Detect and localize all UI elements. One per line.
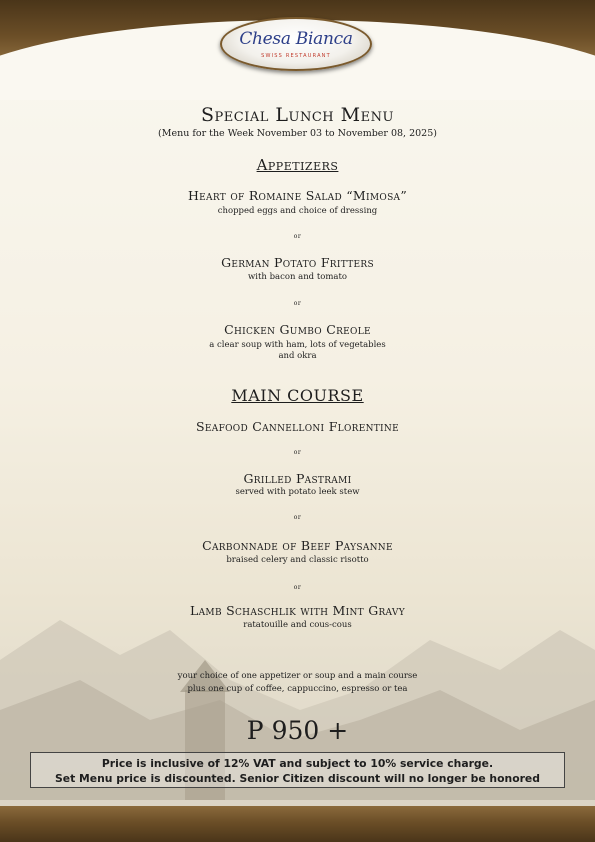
- disclaimer-line: Price is inclusive of 12% VAT and subject to 10% service charge.: [101, 757, 494, 770]
- or-separator: or: [293, 233, 302, 240]
- main-course-desc: served with potato leek stew: [235, 487, 360, 497]
- or-separator: or: [293, 449, 302, 456]
- or-separator: or: [293, 514, 302, 521]
- logo-name: Chesa Bianca: [239, 29, 353, 49]
- bottom-border-band: [0, 806, 595, 842]
- or-separator: or: [293, 300, 302, 307]
- main-course-name: Grilled Pastrami: [243, 471, 352, 486]
- menu-price: P 950 +: [246, 716, 349, 745]
- appetizer-name: German Potato Fritters: [221, 255, 374, 270]
- main-course-desc: ratatouille and cous-cous: [243, 620, 352, 630]
- menu-note: plus one cup of coffee, cappuccino, espresso or tea: [187, 684, 408, 694]
- appetizers-heading: Appetizers: [256, 156, 339, 174]
- main-course-heading: MAIN COURSE: [231, 386, 364, 405]
- logo-tagline: SWISS RESTAURANT: [261, 53, 331, 59]
- main-course-name: Lamb Schaschlik with Mint Gravy: [190, 603, 405, 618]
- disclaimer-line: Set Menu price is discounted. Senior Citizen discount will no longer be honored: [55, 772, 540, 785]
- main-course-name: Seafood Cannelloni Florentine: [196, 419, 399, 434]
- menu-title: Special Lunch Menu: [201, 104, 394, 126]
- menu-week: (Menu for the Week November 03 to November 08, 2025): [158, 128, 437, 139]
- main-course-desc: braised celery and classic risotto: [226, 555, 369, 565]
- menu-note: your choice of one appetizer or soup and a main course: [177, 671, 418, 681]
- appetizer-desc: a clear soup with ham, lots of vegetables: [209, 340, 386, 350]
- main-course-name: Carbonnade of Beef Paysanne: [202, 538, 393, 553]
- appetizer-name: Heart of Romaine Salad “Mimosa”: [187, 188, 408, 203]
- or-separator: or: [293, 584, 302, 591]
- appetizer-name: Chicken Gumbo Creole: [224, 322, 371, 337]
- appetizer-desc: and okra: [278, 351, 317, 361]
- price-disclaimer-box: [30, 752, 565, 788]
- restaurant-logo: [220, 17, 372, 71]
- appetizer-desc: chopped eggs and choice of dressing: [217, 206, 378, 216]
- appetizer-desc: with bacon and tomato: [247, 272, 348, 282]
